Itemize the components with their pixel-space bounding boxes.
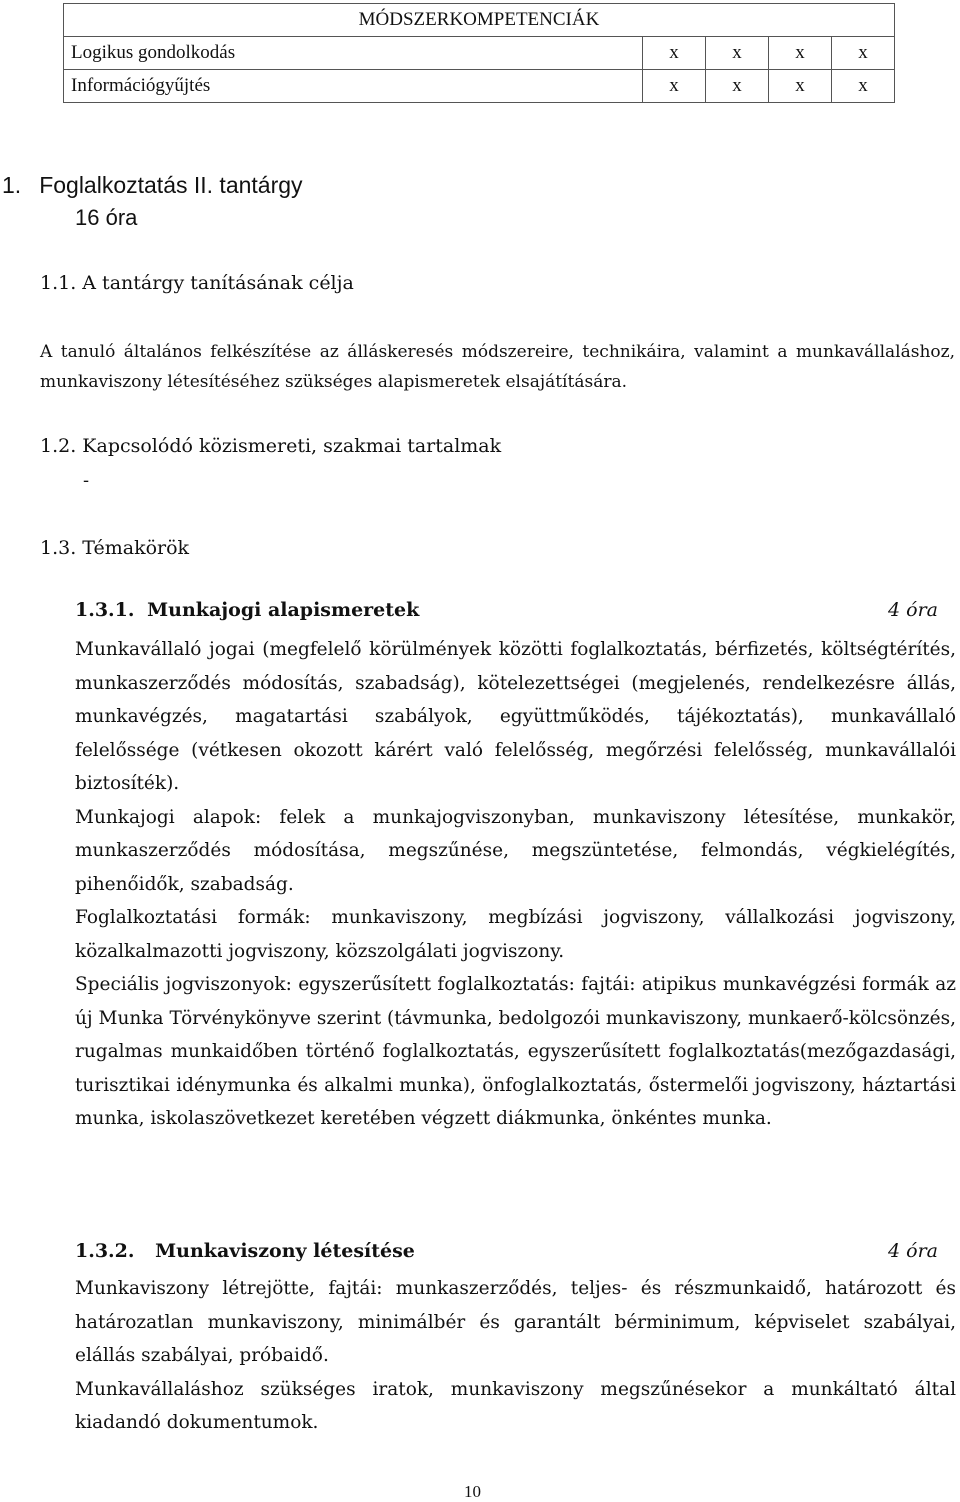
section-heading-topics: 1.3. Témakörök: [40, 537, 190, 559]
topic-number: 1.3.2.: [75, 1240, 135, 1262]
section-text-related: -: [83, 470, 90, 491]
competency-table-title: MÓDSZERKOMPETENCIÁK: [64, 4, 895, 37]
mark-cell: x: [643, 37, 706, 70]
topic-title: Munkaviszony létesítése: [155, 1240, 415, 1262]
topic-number: 1.3.1.: [75, 599, 135, 621]
topic-paragraph: Munkavállaló jogai (megfelelő körülmények közötti foglalkoztatás, bérfizetés, költségtérítés, munkaszerződés módosítás, szabadság), kötelezettségei (megjelenés, rendelkezésre állás, munkavégzés, magatartási szabályok, együttműködés, tájékoztatás), munkavállaló felelőssége (vétkesen okozott kárért való felelősség, megőrzési felelősség, munkavállalói biztosíték).: [75, 639, 956, 794]
table-row: [64, 70, 895, 103]
mark-cell: x: [769, 70, 832, 103]
subject-heading: [2, 172, 303, 199]
section-heading-related: 1.2. Kapcsolódó közismereti, szakmai tartalmak: [40, 435, 502, 457]
section-heading-aim: 1.1. A tantárgy tanításának célja: [40, 272, 354, 294]
topic-title: Munkajogi alapismeretek: [147, 599, 420, 621]
topic-paragraph: Foglalkoztatási formák: munkaviszony, megbízási jogviszony, vállalkozási jogviszony, közalkalmazotti jogviszony, közszolgálati jogviszony.: [75, 907, 956, 962]
topic-body: [75, 1272, 956, 1440]
mark-cell: x: [769, 37, 832, 70]
row-label: Logikus gondolkodás: [64, 37, 643, 70]
subject-hours: 16 óra: [75, 205, 138, 230]
topic-body: [75, 633, 956, 1136]
topic-paragraph: Munkavállaláshoz szükséges iratok, munkaviszony megszűnésekor a munkáltató által kiadandó dokumentumok.: [75, 1378, 956, 1433]
topic-heading: [75, 1240, 938, 1262]
topic-heading: [75, 599, 938, 621]
competency-table: [63, 3, 895, 103]
topic-hours: 4 óra: [888, 1240, 938, 1262]
subject-number: 1.: [2, 172, 22, 198]
mark-cell: x: [832, 70, 895, 103]
topic-hours: 4 óra: [888, 599, 938, 621]
subject-title: Foglalkoztatás II. tantárgy: [39, 172, 303, 198]
mark-cell: x: [643, 70, 706, 103]
page-number: 10: [464, 1482, 481, 1501]
section-text-aim: A tanuló általános felkészítése az álláskeresés módszereire, technikáira, valamint a munkavállaláshoz, munkaviszony létesítéséhez szükséges alapismeretek elsajátítására.: [40, 342, 955, 392]
mark-cell: x: [706, 70, 769, 103]
topic-paragraph: Munkajogi alapok: felek a munkajogviszonyban, munkaviszony létesítése, munkakör, munkaszerződés módosítása, megszűnése, megszüntetése, felmondás, végkielégítés, pihenőidők, szabadság.: [75, 806, 956, 895]
topic-paragraph: Speciális jogviszonyok: egyszerűsített foglalkoztatás: fajtái: atipikus munkavégzési formák az új Munka Törvénykönyve szerint (távmunka, bedolgozói munkaviszony, munkaerő-kölcsönzés, rugalmas munkaidőben történő foglalkoztatás, egyszerűsített foglalkoztatás(mezőgazdasági, turisztikai idénymunka és alkalmi munka), önfoglalkoztatás, őstermelői jogviszony, háztartási munka, iskolaszövetkezet keretében végzett diákmunka, önkéntes munka.: [75, 974, 956, 1129]
topic-paragraph: Munkaviszony létrejötte, fajtái: munkaszerződés, teljes- és részmunkaidő, határozott és határozatlan munkaviszony, minimálbér és garantált bérminimum, képviselet szabályai, elállás szabályai, próbaidő.: [75, 1278, 956, 1366]
table-row: [64, 37, 895, 70]
mark-cell: x: [832, 37, 895, 70]
row-label: Információgyűjtés: [64, 70, 643, 103]
mark-cell: x: [706, 37, 769, 70]
